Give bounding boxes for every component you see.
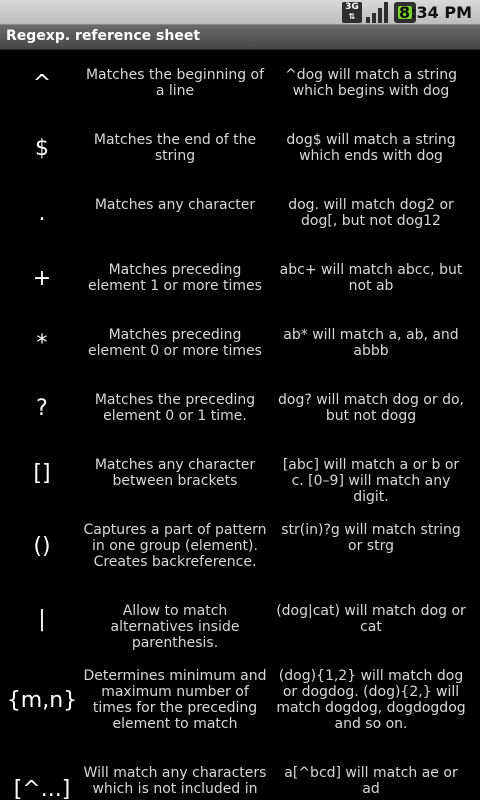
regex-example: a[^bcd] will match ae or ad (284, 765, 458, 797)
regex-description: Captures a part of pattern in one group (element). Creates backreference. (83, 522, 267, 570)
regex-description: Matches any character between brackets (94, 457, 256, 489)
regex-example: (dog|cat) will match dog or cat (276, 603, 466, 635)
regex-example: [abc] will match a or b or c. [0–9] will match any digit. (282, 457, 460, 505)
regex-symbol: * (36, 331, 48, 356)
network-3g-icon (342, 2, 362, 23)
regex-example: dog? will match dog or do, but not dogg (278, 392, 464, 424)
status-bar (0, 0, 480, 25)
regex-symbol: $ (35, 136, 49, 161)
regex-symbol: [^...] (13, 777, 71, 800)
regex-symbol: | (38, 607, 46, 632)
regex-description: Allow to match alternatives inside parenthesis. (110, 603, 240, 651)
regex-description: Matches preceding element 1 or more times (88, 262, 262, 294)
reference-list[interactable] (0, 50, 480, 800)
status-time: 8:34 PM (398, 3, 472, 22)
regex-example: dog$ will match a string which ends with dog (286, 132, 456, 164)
regex-description: Will match any characters which is not included in (83, 765, 267, 797)
regex-description: Matches the preceding element 0 or 1 time. (94, 392, 256, 424)
network-type-label: 3G (345, 2, 359, 12)
regex-description: Determines minimum and maximum number of times for the preceding element to match (83, 668, 267, 732)
regex-symbol: + (32, 266, 52, 291)
regex-description: Matches the end of the string (93, 132, 257, 164)
regex-description: Matches the beginning of a line (85, 67, 265, 99)
signal-strength-icon (366, 2, 388, 23)
regex-symbol: [] (33, 461, 51, 486)
regex-example: abc+ will match abcc, but not ab (279, 262, 463, 294)
regex-description: Matches preceding element 0 or more times (88, 327, 262, 359)
regex-description: Matches any character (94, 197, 256, 213)
data-arrows-icon: ⇅ (348, 12, 356, 21)
regex-example: (dog){1,2} will match dog or dogdog. (dog){2,} will match dogdog, dogdogdog and so on. (276, 668, 466, 732)
app-title: Regexp. reference sheet (6, 28, 201, 44)
regex-example: dog. will match dog2 or dog[, but not dog12 (288, 197, 454, 229)
regex-symbol: {m,n} (6, 688, 78, 713)
regex-symbol: ? (36, 396, 48, 421)
regex-symbol: () (33, 534, 51, 559)
regex-symbol: . (38, 201, 46, 226)
regex-symbol: ^ (32, 71, 52, 96)
regex-example: ^dog will match a string which begins with dog (284, 67, 458, 99)
regex-example: str(in)?g will match string or strg (281, 522, 461, 554)
title-bar (0, 25, 480, 50)
regex-example: ab* will match a, ab, and abbb (283, 327, 459, 359)
